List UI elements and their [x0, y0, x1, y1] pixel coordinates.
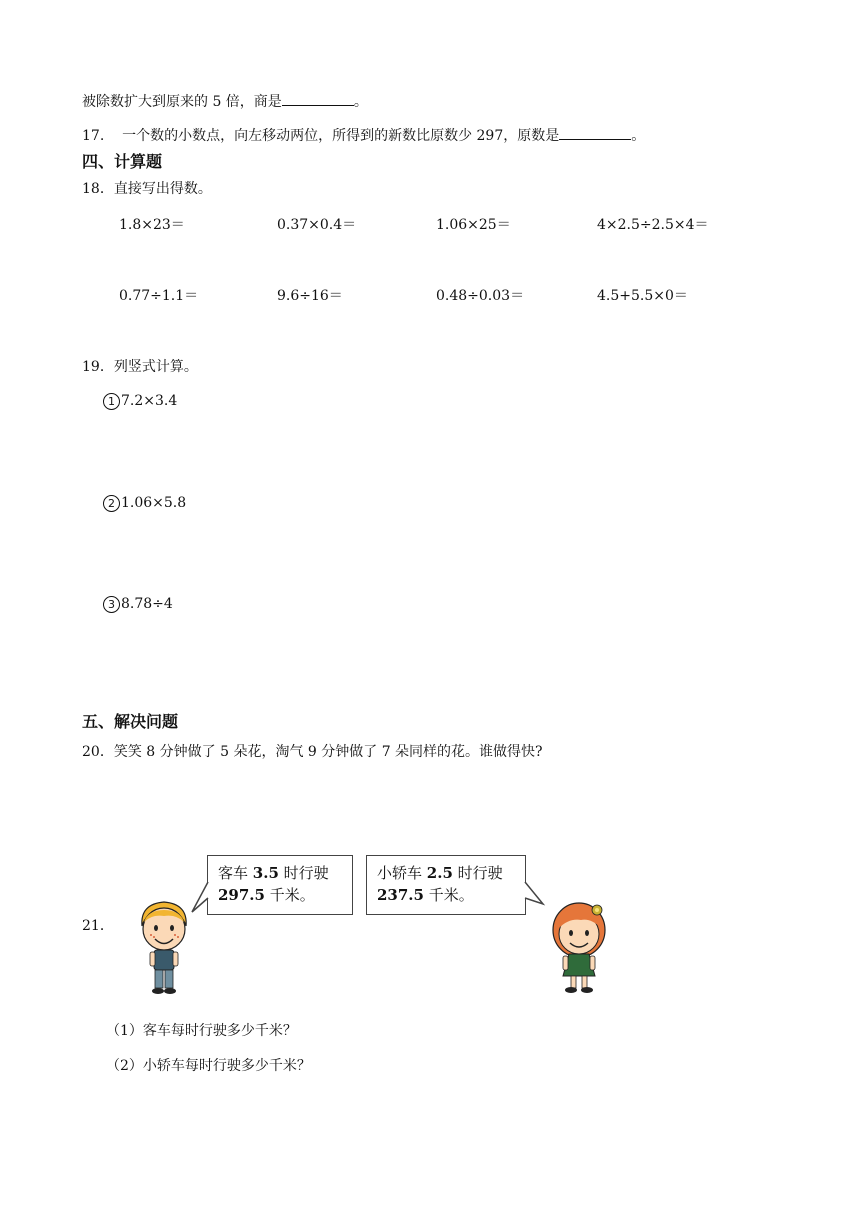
calc-item: 0.48÷0.03＝ — [436, 288, 525, 304]
calc-item: 1.8×23＝ — [119, 217, 185, 233]
q20-text: 笑笑 8 分钟做了 5 朵花，淘气 9 分钟做了 7 朵同样的花。谁做得快? — [113, 744, 543, 760]
calc-item: 4×2.5÷2.5×4＝ — [597, 217, 709, 233]
speech-bubble-left — [207, 855, 353, 915]
calc-item: 4.5+5.5×0＝ — [597, 288, 688, 304]
question-20 — [82, 743, 543, 761]
question-number: 18． — [82, 181, 114, 197]
calc-expression: 7.2×3.4 — [121, 393, 178, 409]
circled-number: 1 — [103, 393, 120, 410]
circled-number: 3 — [103, 596, 120, 613]
bubble-text: 时行驶 — [278, 864, 329, 882]
vertical-calc-item — [103, 494, 186, 512]
bubble-number: 3.5 — [252, 864, 279, 882]
question-number: 20． — [82, 744, 114, 760]
q21-sub-question-1: （1）客车每时行驶多少千米？ — [106, 1023, 297, 1039]
bubble-text: 千米。 — [264, 886, 315, 904]
calc-expression: 1.06×5.8 — [121, 495, 187, 511]
circled-number: 2 — [103, 495, 120, 512]
q16-text: 被除数扩大到原来的 5 倍，商是 — [82, 94, 282, 110]
calc-item: 1.06×25＝ — [436, 217, 511, 233]
section-heading-calculation: 四、计算题 — [82, 152, 163, 171]
bubble-number: 2.5 — [426, 864, 453, 882]
vertical-calc-item — [103, 392, 177, 410]
question-18 — [82, 180, 212, 198]
bubble-number: 237.5 — [377, 886, 424, 904]
question-17 — [82, 125, 645, 145]
bubble-text: 时行驶 — [452, 864, 503, 882]
calc-expression: 8.78÷4 — [121, 596, 173, 612]
calc-item: 0.77÷1.1＝ — [119, 288, 199, 304]
question-19 — [82, 358, 198, 376]
q21-sub-question-2: （2）小轿车每时行驶多少千米？ — [106, 1058, 311, 1074]
bubble-text: 千米。 — [423, 886, 474, 904]
question-number: 19． — [82, 359, 114, 375]
bubble-number: 297.5 — [218, 886, 265, 904]
q16-continuation — [82, 91, 368, 111]
calc-item: 9.6÷16＝ — [277, 288, 343, 304]
answer-blank[interactable] — [559, 125, 631, 140]
bubble-tail-right — [523, 868, 547, 912]
question-21-number: 21． — [82, 918, 114, 934]
q17-text: 一个数的小数点，向左移动两位，所得到的新数比原数少 297，原数是 — [122, 128, 560, 144]
q17-text-end: 。 — [631, 128, 646, 144]
boy-illustration — [134, 898, 194, 996]
q16-text-end: 。 — [353, 94, 368, 110]
bubble-text: 小轿车 — [377, 864, 427, 882]
section-heading-problems: 五、解决问题 — [82, 712, 179, 731]
q18-text: 直接写出得数。 — [113, 181, 212, 197]
speech-bubble-right — [366, 855, 526, 915]
answer-blank[interactable] — [282, 91, 354, 106]
girl-illustration — [547, 898, 613, 996]
bubble-text: 客车 — [218, 864, 253, 882]
vertical-calc-item — [103, 595, 173, 613]
question-number: 17. — [82, 128, 105, 144]
q19-text: 列竖式计算。 — [113, 359, 198, 375]
calc-item: 0.37×0.4＝ — [277, 217, 357, 233]
